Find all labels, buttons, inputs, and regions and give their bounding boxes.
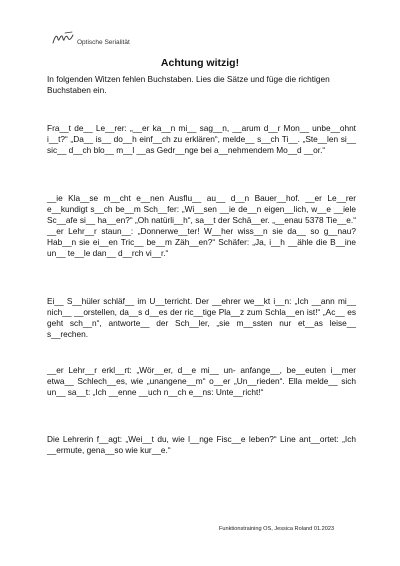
joke-paragraph: Ei__ S__hüler schläf__ im U__terricht. Der __ehrer we__kt i__n: „Ich __ann mi__ nich__ __orstellen, da__s d__es der ric__tige Pla__z zum Schla__en ist!“ „Ac__ es geht sch__n“, antworte__ der Sch__ler, „sie m__ssten nur et__as leise__ s__rechen. xyxy=(47,296,356,339)
handwritten-scribble-logo-icon xyxy=(52,30,74,46)
joke-paragraph: Fra__t de__ Le__rer: „__er ka__n mi__ sag__n, __arum d__r Mon__ unbe__ohnt i__t?“ „Da__ is__ do__h einf__ch zu erklären“, melde__ s__ch Ti__. „Ste__len si__ sic__ d__ch blo__ m__l __as Gedr__nge bei a__nehmendem Mo__d __or.“ xyxy=(47,123,356,155)
brand-label: Optische Serialität xyxy=(77,39,130,46)
joke-paragraph: Die Lehrerin f__agt: „Wei__t du, wie l__nge Fisc__e leben?“ Line ant__ortet: „Ich __ermute, gena__so wie kur__e.“ xyxy=(47,434,356,455)
page-title: Achtung witzig! xyxy=(160,57,240,69)
footer-credit: Funktionstraining OS, Jessica Roland 01.2023 xyxy=(219,526,335,532)
joke-paragraph: __ie Kla__se m__cht e__nen Ausflu__ au__ d__n Bauer__hof. __er Le__rer e__kundigt s__ch be__m Sch__fer: „Wi__sen __ie de__n eigen__lich, w__e __iele Sc__afe si__ ha__en?“ „Oh natürli__h“, sa__t der Schä__er. „__enau 5378 Tie__e.“ __er Lehr__r staun__: „Donnerwe__ter! W__her wiss__n sie da__ so g__nau? Hab__n sie ei__en Tric__ be__m Zäh__en?“ Schäfer: „Ja, i__h __ähle die B__ine un__ te__le dan__ d__rch vi__r.“ xyxy=(47,193,356,258)
instructions-paragraph: In folgenden Witzen fehlen Buchstaben. Lies die Sätze und füge die richtigen Buchstaben ein. xyxy=(47,74,330,95)
joke-paragraph: __er Lehr__r erkl__rt: „Wör__er, d__e mi__ un- anfange__, be__euten i__mer etwa__ Schlech__es, wie „unangene__m“ o__er „Un__rieden“. Ella melde__ sich un__ sa__t: „Ich __enne __uch n__ch e__ns: Unte__richt!“ xyxy=(47,365,356,397)
